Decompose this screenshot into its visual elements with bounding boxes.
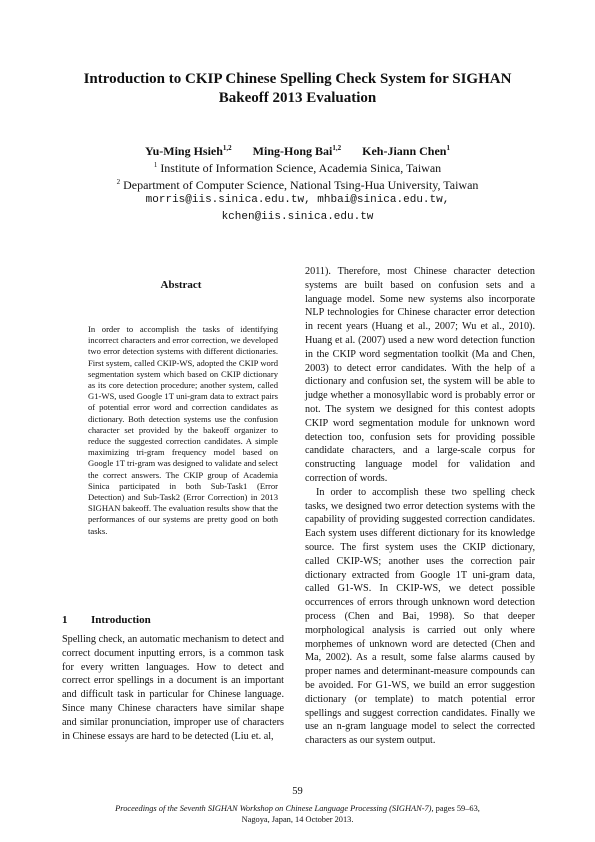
author-affil-marker: 1,2 (222, 144, 232, 152)
author-affil-marker: 1 (446, 144, 450, 152)
proceedings-footer (60, 804, 535, 825)
author-name: Yu-Ming Hsieh (145, 144, 223, 158)
title-line-1: Introduction to CKIP Chinese Spelling Check System for SIGHAN (83, 71, 512, 87)
footer-pages: , pages 59–63, (431, 804, 480, 813)
section-number: 1 (62, 614, 68, 626)
author-name: Keh-Jiann Chen (362, 144, 447, 158)
author-3 (362, 144, 450, 158)
abstract-heading: Abstract (160, 279, 202, 291)
author-name: Ming-Hong Bai (252, 144, 333, 158)
author-affil-marker: 1,2 (332, 144, 342, 152)
right-column-paragraph-2: In order to accomplish these two spelling check tasks, we designed two error detection systems with the capability of providing suggested correction candidates. Each system uses different dictionary for its knowledge source. The first system uses the CKIP dictionary, called CKIP-WS; another uses the correction pair dictionary extracted from Google 1T uni-gram data, called G1-WS. In CKIP-WS, we detect possible occurrences of errors through unknown word detection process (Chen and Bai, 1998). So that deeper morphological analysis is carried out only where morphemes of unknown word are detected (Chen and Ma, 2002). As a result, some false alarms caused by proper names and determinant-measure compounds can be avoided. For G1-WS, we build an error suggestion dictionary (or template) to match potential error spellings and suggest correction candidates. Finally we use an n-gram language model to select the corrected characters as our system output. (305, 486, 535, 747)
email-line-1: morris@iis.sinica.edu.tw, mhbai@sinica.edu.tw, (145, 194, 450, 206)
introduction-paragraph-1: Spelling check, an automatic mechanism to detect and correct document inputting errors, is a common task for every written languages. How to detect and correct error spellings in a document is an important and difficult task in particular for Chinese language. Since many Chinese characters have similar shape and similar pronunciation, improper use of characters in Chinese essays are hard to be detected (Liu et. al, (62, 634, 284, 742)
paper-title (60, 70, 535, 108)
section-heading-introduction (62, 614, 151, 626)
affiliation-text: Institute of Information Science, Academia Sinica, Taiwan (160, 161, 442, 175)
page-number: 59 (292, 786, 303, 797)
affiliation-marker: 2 (116, 178, 121, 186)
affiliation-2 (60, 174, 535, 194)
author-2 (253, 144, 341, 158)
email-line-2: kchen@iis.sinica.edu.tw (221, 211, 374, 223)
title-line-2: Bakeoff 2013 Evaluation (218, 90, 377, 106)
author-1 (145, 144, 232, 158)
section-title: Introduction (91, 614, 151, 626)
right-column (305, 265, 535, 748)
footer-location-date: Nagoya, Japan, 14 October 2013. (241, 814, 354, 824)
affiliation-marker: 1 (153, 161, 158, 169)
affiliation-text: Department of Computer Science, National Tsing-Hua University, Taiwan (123, 178, 479, 192)
right-column-paragraph-1: 2011). Therefore, most Chinese character detection systems are built based on confusion sets and a language model. Some new systems also incorporate NLP technologies for Chinese character error detection in recent years (Huang et al., 2007; Wu et al., 2010). Huang et al. (2007) used a new word detection function in the CKIP word segmentation toolkit (Ma and Chen, 2003) to detect error candidates. With the help of a dictionary and confusion set, the system will be able to judge whether a monosyllabic word is probably error or not. The system we designed for this contest adopts CKIP word segmentation module for unknown word detection too, confusion sets for providing possible candidate characters, and a large-scale corpus for constructing language model for validation and correction of words. (305, 266, 535, 484)
footer-venue: Proceedings of the Seventh SIGHAN Workshop on Chinese Language Processing (SIGHAN-7) (115, 804, 432, 813)
abstract-text: In order to accomplish the tasks of identifying incorrect characters and error correction, we developed two error detection systems with different dictionaries. First system, called CKIP-WS, adopted the CKIP word segmentation system which based on CKIP dictionary as its core detection procedure; another system, called G1-WS, used Google 1T uni-gram data to extract pairs of potential error word and correction candidates as dictionary. Both detection systems use the confusion character set provided by the bakeoff organizer to reduce the suggested correction candidates. A simple maximizing tri-gram frequency model based on Google 1T tri-gram was designed to validate and select the correct answers. The CKIP group of Academia Sinica participated in both Sub-Task1 (Error Detection) and Sub-Task2 (Error Correction) in 2013 SIGHAN bakeoff. The evaluation results show that the performances of our systems are pretty good on both tasks. (88, 324, 278, 536)
